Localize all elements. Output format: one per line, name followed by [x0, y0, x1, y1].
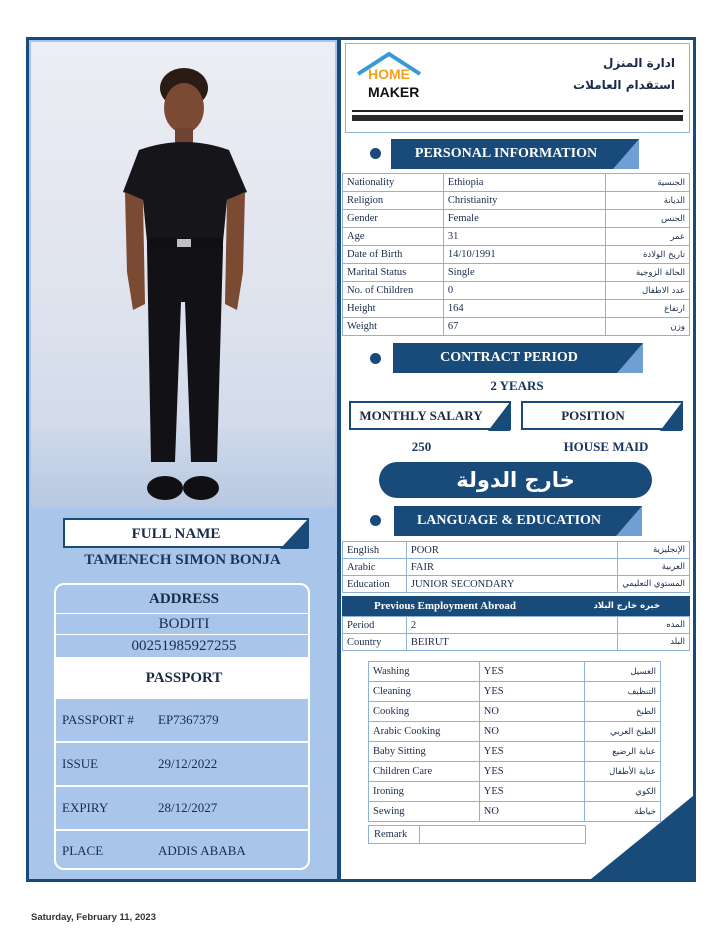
contract-period-title: CONTRACT PERIOD [440, 350, 578, 365]
cell-value: 67 [443, 318, 605, 336]
skill-row [369, 742, 661, 762]
bullet-dot [370, 515, 381, 526]
cell-arabic: عناية الرضيع [585, 742, 661, 762]
cell-value: Single [443, 264, 605, 282]
personal-info-row [343, 174, 690, 192]
cell-value: Christianity [443, 192, 605, 210]
cell-value: YES [479, 742, 584, 762]
expiry-label: EXPIRY [62, 800, 109, 815]
cell-value: NO [479, 702, 584, 722]
cell-arabic: البلد [618, 634, 690, 651]
skill-row [369, 722, 661, 742]
cell-label: Sewing [369, 802, 480, 822]
cell-arabic: خياطة [585, 802, 661, 822]
cell-arabic: الغسيل [585, 662, 661, 682]
logo-maker: MAKER [368, 84, 420, 100]
position-label: POSITION [561, 408, 625, 423]
language-row [343, 576, 690, 593]
cell-label: English [343, 542, 407, 559]
issue-value: 29/12/2022 [158, 756, 218, 771]
cell-label: Date of Birth [343, 246, 444, 264]
skill-row [369, 662, 661, 682]
fullname-label: FULL NAME [131, 526, 221, 542]
cell-value: NO [479, 802, 584, 822]
header-rule-2 [352, 115, 683, 121]
passport-number-value: EP7367379 [158, 712, 219, 727]
cell-arabic: التنظيف [585, 682, 661, 702]
position-value: HOUSE MAID [563, 439, 649, 454]
language-row [343, 542, 690, 559]
personal-info-row [343, 210, 690, 228]
personal-info-row [343, 264, 690, 282]
language-education-banner [394, 506, 642, 536]
monthly-salary-label-box [349, 401, 511, 430]
previous-employment-row [343, 634, 690, 651]
cell-label: Arabic [343, 559, 407, 576]
place-value: ADDIS ABABA [158, 843, 246, 858]
cell-arabic: الديانة [606, 192, 690, 210]
cell-arabic: ارتفاع [606, 300, 690, 318]
skill-row [369, 762, 661, 782]
personal-info-row [343, 318, 690, 336]
passport-number-label: PASSPORT # [62, 712, 134, 727]
cell-arabic: عدد الاطفال [606, 282, 690, 300]
skill-row [369, 682, 661, 702]
passport-number-row [56, 699, 310, 741]
personal-info-title: PERSONAL INFORMATION [414, 146, 598, 161]
cell-label: Education [343, 576, 407, 593]
personal-info-row [343, 246, 690, 264]
remark-label: Remark [374, 829, 408, 840]
issue-label: ISSUE [62, 756, 99, 771]
cell-label: Nationality [343, 174, 444, 192]
cell-value: POOR [406, 542, 617, 559]
language-row [343, 559, 690, 576]
previous-employment-title-ar: خبره خارج البلاد [593, 601, 660, 611]
cell-label: Children Care [369, 762, 480, 782]
cell-arabic: العربية [617, 559, 689, 576]
header-rule-1 [352, 110, 683, 112]
cell-value: Female [443, 210, 605, 228]
cell-arabic: الكوي [585, 782, 661, 802]
expiry-row [56, 787, 310, 829]
cell-value: 164 [443, 300, 605, 318]
skill-row [369, 702, 661, 722]
cell-label: Marital Status [343, 264, 444, 282]
fullname-value: TAMENECH SIMON BONJA [84, 552, 281, 568]
personal-info-table [342, 173, 690, 336]
cell-arabic: المده [618, 617, 690, 634]
abroad-pill [379, 462, 652, 498]
previous-employment-banner [342, 596, 690, 616]
cell-arabic: الجنس [606, 210, 690, 228]
salary-value: 250 [411, 439, 432, 454]
cell-label: Gender [343, 210, 444, 228]
personal-info-banner [391, 139, 639, 169]
corner-triangle [591, 796, 693, 879]
issue-row [56, 743, 310, 785]
address-label: ADDRESS [56, 585, 310, 613]
cell-label: Cleaning [369, 682, 480, 702]
personal-info-row [343, 282, 690, 300]
cell-label: Washing [369, 662, 480, 682]
fullname-label-box [63, 518, 309, 548]
previous-employment-title: Previous Employment Abroad [374, 600, 516, 612]
abroad-arabic-text: خارج الدولة [456, 468, 575, 492]
cell-arabic: الحالة الزوجية [606, 264, 690, 282]
previous-employment-row [343, 617, 690, 634]
contract-period-banner [393, 343, 643, 373]
cell-arabic: المستوي التعليمي [617, 576, 689, 593]
cell-arabic: الجنسية [606, 174, 690, 192]
cell-label: Religion [343, 192, 444, 210]
cell-arabic: الإنجليزية [617, 542, 689, 559]
personal-info-row [343, 228, 690, 246]
contract-period-value: 2 YEARS [490, 378, 544, 393]
cell-value: YES [479, 682, 584, 702]
position-label-box [521, 401, 683, 430]
cell-label: Arabic Cooking [369, 722, 480, 742]
cell-value: YES [479, 762, 584, 782]
place-label: PLACE [62, 843, 104, 858]
cell-label: Age [343, 228, 444, 246]
cell-label: Period [343, 617, 407, 634]
cell-label: Country [343, 634, 407, 651]
cell-value: FAIR [406, 559, 617, 576]
cell-label: Ironing [369, 782, 480, 802]
candidate-photo [31, 42, 335, 508]
cell-value: 14/10/1991 [443, 246, 605, 264]
language-table [342, 541, 690, 593]
bullet-dot [370, 353, 381, 364]
cell-arabic: الطبخ العربي [585, 722, 661, 742]
logo [354, 50, 424, 102]
cell-arabic: تاريخ الولادة [606, 246, 690, 264]
previous-employment-table [342, 616, 690, 651]
cell-value: 2 [406, 617, 617, 634]
cell-label: Weight [343, 318, 444, 336]
passport-heading: PASSPORT [56, 657, 310, 699]
cell-value: YES [479, 782, 584, 802]
language-education-title: LANGUAGE & EDUCATION [416, 513, 602, 528]
cell-value: NO [479, 722, 584, 742]
cell-value: YES [479, 662, 584, 682]
cell-arabic: عناية الأطفال [585, 762, 661, 782]
cell-value: BEIRUT [406, 634, 617, 651]
cell-label: Baby Sitting [369, 742, 480, 762]
address-panel [54, 583, 310, 870]
cell-value: Ethiopia [443, 174, 605, 192]
cell-label: Cooking [369, 702, 480, 722]
monthly-salary-label: MONTHLY SALARY [359, 408, 483, 423]
logo-home: HOME [368, 66, 410, 82]
place-row [56, 831, 310, 870]
header-box [345, 43, 690, 133]
personal-info-row [343, 192, 690, 210]
cell-arabic: عمر [606, 228, 690, 246]
cell-value: 0 [443, 282, 605, 300]
phone-value: 00251985927255 [56, 634, 310, 657]
cell-label: No. of Children [343, 282, 444, 300]
address-value: BODITI [56, 613, 310, 634]
footer-date: Saturday, February 11, 2023 [31, 912, 156, 923]
cell-arabic: وزن [606, 318, 690, 336]
cell-value: 31 [443, 228, 605, 246]
personal-info-row [343, 300, 690, 318]
expiry-value: 28/12/2027 [158, 800, 218, 815]
header-arabic-2: استقدام العاملات [573, 78, 675, 92]
cell-value: JUNIOR SECONDARY [406, 576, 617, 593]
remark-box [368, 825, 586, 844]
header-arabic-1: ادارة المنزل [603, 56, 675, 70]
bullet-dot [370, 148, 381, 159]
cell-arabic: الطبخ [585, 702, 661, 722]
cell-label: Height [343, 300, 444, 318]
